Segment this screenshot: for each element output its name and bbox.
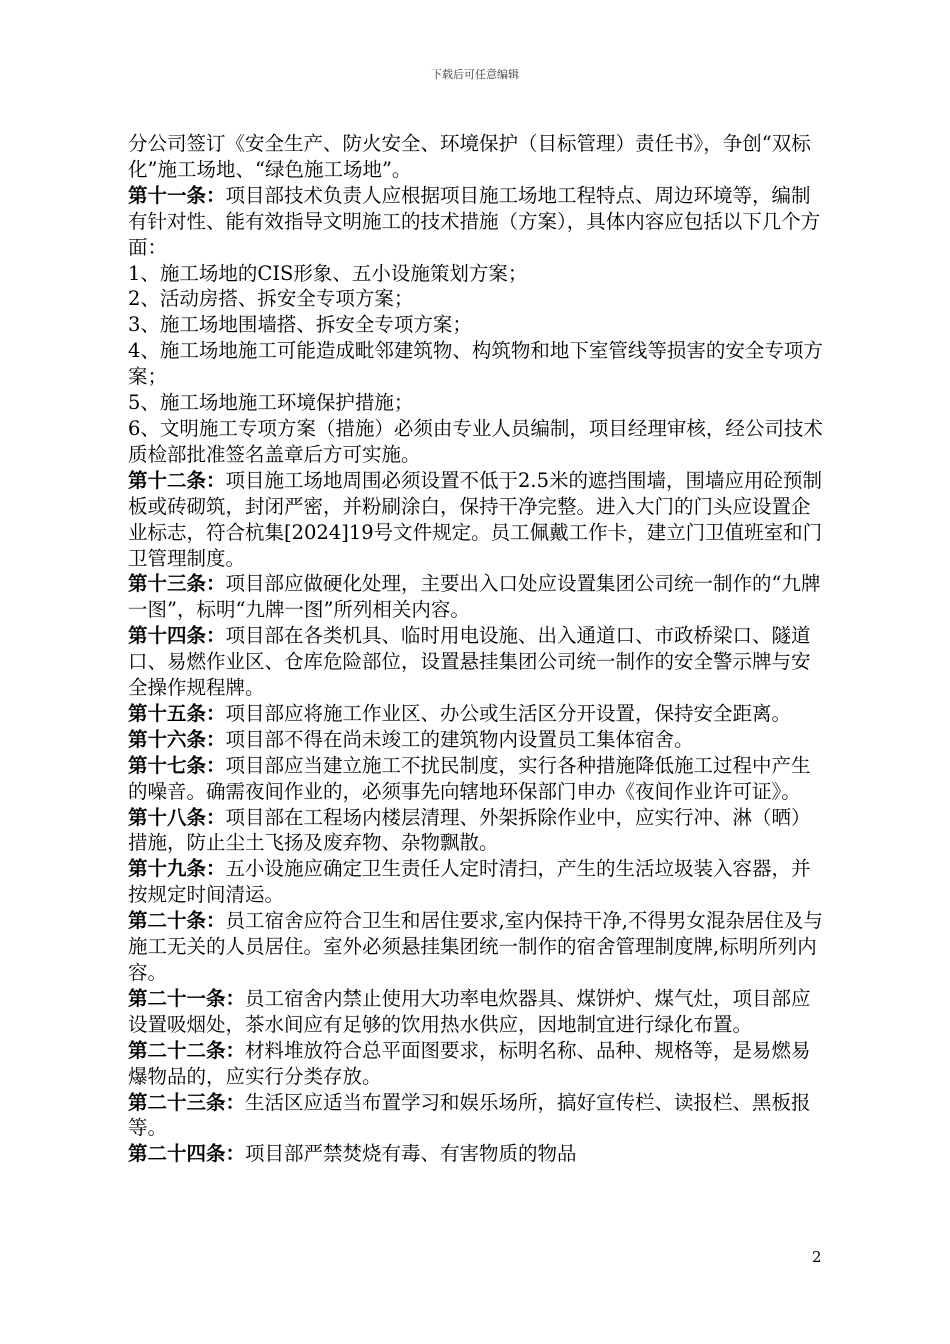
paragraph-text: 项目部应当建立施工不扰民制度，实行各种措施降低施工过程中产生的噪音。确需夜间作业的，必须事先向辖地环保部门申办《夜间作业许可证》。	[128, 753, 811, 803]
paragraph-text: 项目部应做硬化处理，主要出入口处应设置集团公司统一制作的“九牌一图”，标明“九牌一图”所列相关内容。	[128, 572, 821, 622]
paragraph	[128, 1090, 828, 1142]
article-heading: 第十九条：	[128, 857, 226, 881]
article-heading: 第二十四条：	[128, 1142, 246, 1166]
article-heading: 第二十一条：	[128, 986, 246, 1010]
paragraph	[128, 571, 828, 623]
paragraph-text: 项目施工场地周围必须设置不低于2.5米的遮挡围墙，围墙应用砼预制板或砖砌筑，封闭严密，并粉刷涂白，保持干净完整。进入大门的门头应设置企业标志，符合杭集[2024]19号文件规定。员工佩戴工作卡，建立门卫值班室和门卫管理制度。	[128, 468, 823, 570]
paragraph	[128, 416, 828, 468]
paragraph-text: 项目部应将施工作业区、办公或生活区分开设置，保持安全距离。	[225, 701, 792, 725]
paragraph-text: 1、施工场地的CIS形象、五小设施策划方案；	[128, 261, 528, 285]
page-header: 下载后可任意编辑	[431, 68, 519, 81]
paragraph	[128, 312, 828, 338]
paragraph	[128, 623, 828, 701]
paragraph	[128, 727, 828, 753]
article-heading: 第二十三条：	[128, 1090, 246, 1114]
article-heading: 第十四条：	[128, 624, 226, 648]
article-heading: 第十一条：	[128, 183, 226, 207]
paragraph-text: 项目部不得在尚未竣工的建筑物内设置员工集体宿舍。	[225, 727, 694, 751]
article-heading: 第十六条：	[128, 727, 226, 751]
paragraph-text: 4、施工场地施工可能造成毗邻建筑物、构筑物和地下室管线等损害的安全专项方案；	[128, 339, 823, 389]
paragraph-text: 项目部在各类机具、临时用电设施、出入通道口、市政桥梁口、隧道口、易燃作业区、仓库危险部位，设置悬挂集团公司统一制作的安全警示牌与安全操作规程牌。	[128, 624, 811, 700]
paragraph	[128, 805, 828, 857]
paragraph-text: 3、施工场地围墙搭、拆安全专项方案；	[128, 313, 472, 337]
paragraph	[128, 468, 828, 572]
paragraph	[128, 390, 828, 416]
article-heading: 第十七条：	[128, 753, 226, 777]
paragraph	[128, 261, 828, 287]
paragraph	[128, 908, 828, 986]
article-heading: 第二十二条：	[128, 1038, 246, 1062]
article-heading: 第十二条：	[128, 468, 226, 492]
page-number: 2	[812, 1248, 822, 1266]
paragraph	[128, 753, 828, 805]
article-heading: 第十五条：	[128, 701, 226, 725]
paragraph-text: 五小设施应确定卫生责任人定时清扫，产生的生活垃圾装入容器，并按规定时间清运。	[128, 857, 811, 907]
paragraph-text: 分公司签订《安全生产、防火安全、环境保护（目标管理）责任书》，争创“双标化”施工场地、“绿色施工场地”。	[128, 132, 811, 181]
paragraph	[128, 856, 828, 908]
paragraph-text: 项目部严禁焚烧有毒、有害物质的物品	[245, 1142, 577, 1166]
paragraph-text: 5、施工场地施工环境保护措施；	[128, 391, 414, 415]
paragraph	[128, 183, 828, 261]
paragraph-text: 生活区应适当布置学习和娱乐场所，搞好宣传栏、读报栏、黑板报等。	[128, 1090, 811, 1140]
document-body	[128, 131, 828, 1167]
paragraph-text: 2、活动房搭、拆安全专项方案；	[128, 287, 414, 311]
article-heading: 第十三条：	[128, 572, 226, 596]
paragraph-text: 6、文明施工专项方案（措施）必须由专业人员编制，项目经理审核，经公司技术质检部批准签名盖章后方可实施。	[128, 416, 823, 466]
paragraph	[128, 338, 828, 390]
paragraph-text: 项目部技术负责人应根据项目施工场地工程特点、周边环境等，编制有针对性、能有效指导文明施工的技术措施（方案），具体内容应包括以下几个方面：	[128, 183, 821, 259]
paragraph	[128, 1038, 828, 1090]
paragraph	[128, 1141, 828, 1167]
paragraph	[128, 986, 828, 1038]
article-heading: 第十八条：	[128, 805, 226, 829]
article-heading: 第二十条：	[128, 909, 226, 933]
paragraph-text: 员工宿舍应符合卫生和居住要求,室内保持干净,不得男女混杂居住及与施工无关的人员居住。室外必须悬挂集团统一制作的宿舍管理制度牌,标明所列内容。	[128, 909, 823, 984]
paragraph	[128, 701, 828, 727]
paragraph-text: 员工宿舍内禁止使用大功率电炊器具、煤饼炉、煤气灶，项目部应设置吸烟处，茶水间应有足够的饮用热水供应，因地制宜进行绿化布置。	[128, 986, 811, 1036]
paragraph	[128, 286, 828, 312]
paragraph	[128, 131, 828, 183]
paragraph-text: 项目部在工程场内楼层清理、外架拆除作业中，应实行冲、淋（晒）措施，防止尘土飞扬及废弃物、杂物飘散。	[128, 805, 811, 855]
paragraph-text: 材料堆放符合总平面图要求，标明名称、品种、规格等，是易燃易爆物品的，应实行分类存放。	[128, 1038, 811, 1088]
